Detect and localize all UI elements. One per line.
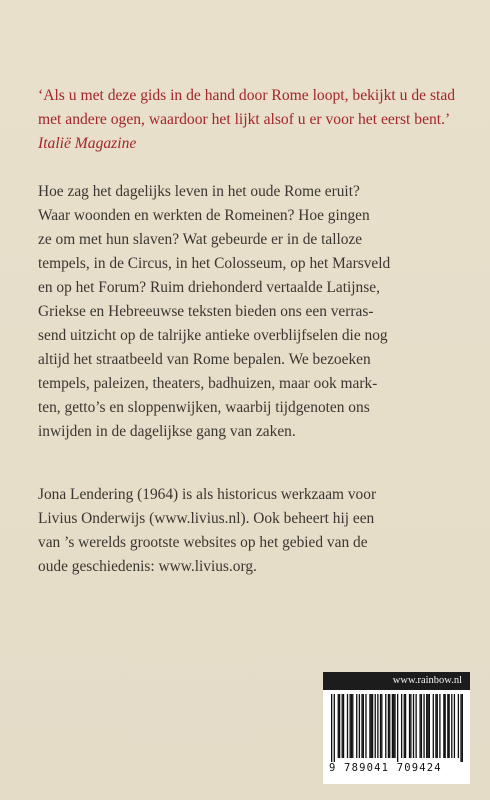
barcode-bar bbox=[372, 694, 373, 758]
barcode-bar bbox=[462, 694, 463, 762]
barcode-bar bbox=[404, 694, 405, 758]
barcode-bar bbox=[331, 694, 332, 762]
barcode-bar bbox=[427, 694, 428, 758]
barcode-bar bbox=[343, 694, 344, 758]
barcode-bar bbox=[392, 694, 393, 758]
barcode-block bbox=[323, 672, 470, 784]
barcode-bar bbox=[410, 694, 411, 758]
isbn-number: 9 789041 709424 bbox=[329, 762, 442, 774]
barcode-bar bbox=[363, 694, 364, 758]
barcode-bar bbox=[405, 694, 406, 758]
barcode-bar bbox=[347, 694, 348, 758]
barcode-bar bbox=[426, 694, 427, 758]
barcode-bar bbox=[435, 694, 436, 758]
barcode-bar bbox=[447, 694, 448, 758]
barcode-bar bbox=[445, 694, 446, 758]
barcode-bar bbox=[377, 694, 378, 758]
barcode-bar bbox=[433, 694, 434, 758]
barcode-bar bbox=[338, 694, 339, 758]
quote-source: Italië Magazine bbox=[38, 135, 137, 152]
barcode-bar bbox=[419, 694, 420, 758]
quote-text: ‘Als u met deze gids in de hand door Rome loopt, bekijkt u de stad met andere ogen, waardoor het lijkt alsof u er voor het eerst bent.’ bbox=[38, 87, 456, 128]
barcode-bar bbox=[352, 694, 353, 758]
barcode-bar bbox=[356, 694, 357, 758]
barcode-bar bbox=[393, 694, 394, 758]
barcode-bar bbox=[439, 694, 440, 758]
barcode-bar bbox=[443, 694, 444, 758]
barcode-bar bbox=[394, 694, 395, 758]
barcode-bar bbox=[371, 694, 372, 758]
barcode-bar bbox=[454, 694, 455, 758]
barcode-bar bbox=[351, 694, 352, 758]
barcode-bar bbox=[361, 694, 362, 758]
barcode-bar bbox=[423, 694, 424, 758]
barcode-bar bbox=[448, 694, 449, 758]
barcode-bar bbox=[389, 694, 390, 758]
barcode-bar bbox=[415, 694, 416, 758]
barcode-bar bbox=[429, 694, 430, 758]
barcode-bar bbox=[359, 694, 360, 758]
barcode-bar bbox=[342, 694, 343, 758]
barcode-bar bbox=[437, 694, 438, 758]
barcode-bar bbox=[380, 694, 381, 758]
barcode-bar bbox=[388, 694, 389, 758]
barcode-bar bbox=[375, 694, 376, 758]
barcode-bar bbox=[397, 694, 398, 762]
barcode-bar bbox=[339, 694, 340, 758]
barcode-bar bbox=[409, 694, 410, 758]
book-description: Hoe zag het dagelijks leven in het oude Rome eruit? Waar woonden en werkten de Romeinen? Hoe gingen ze om met hun slaven? Wat gebeurde er in de talloze tempels, in de Circus, in het Colosseum, op het Marsveld en op het Forum? Ruim driehonderd vertaalde Latijnse, Griekse en Hebreeuwse teksten bieden ons een verras- send uitzicht op de talrijke antieke overblijfselen die nog altijd het straatbeeld van Rome bepalen. We bezoeken tempels, paleizen, theaters, badhuizen, maar ook mark- ten, getto’s en sloppenwijken, waarbij tijdgenoten ons inwijden in de dagelijkse gang van zaken. bbox=[38, 183, 391, 440]
barcode-bar bbox=[401, 694, 402, 758]
barcode-bar bbox=[458, 694, 459, 758]
author-bio: Jona Lendering (1964) is als historicus werkzaam voor Livius Onderwijs (www.livius.nl). Ook beheert hij een van ’s werelds grootste websites op het gebied van de oude geschiedenis: www.livius.org. bbox=[38, 486, 377, 575]
publisher-url: www.rainbow.nl bbox=[323, 672, 470, 690]
barcode-image bbox=[331, 694, 463, 762]
barcode-bar bbox=[385, 694, 386, 758]
review-quote bbox=[38, 84, 458, 156]
barcode-bar bbox=[369, 694, 370, 758]
barcode-bar bbox=[451, 694, 452, 758]
barcode-bar bbox=[365, 694, 366, 758]
barcode-bar bbox=[413, 694, 414, 758]
barcode-bar bbox=[381, 694, 382, 758]
barcode-bar bbox=[334, 694, 335, 762]
barcode-bar bbox=[460, 694, 461, 762]
barcode-bar bbox=[421, 694, 422, 758]
barcode-bar bbox=[349, 694, 350, 758]
